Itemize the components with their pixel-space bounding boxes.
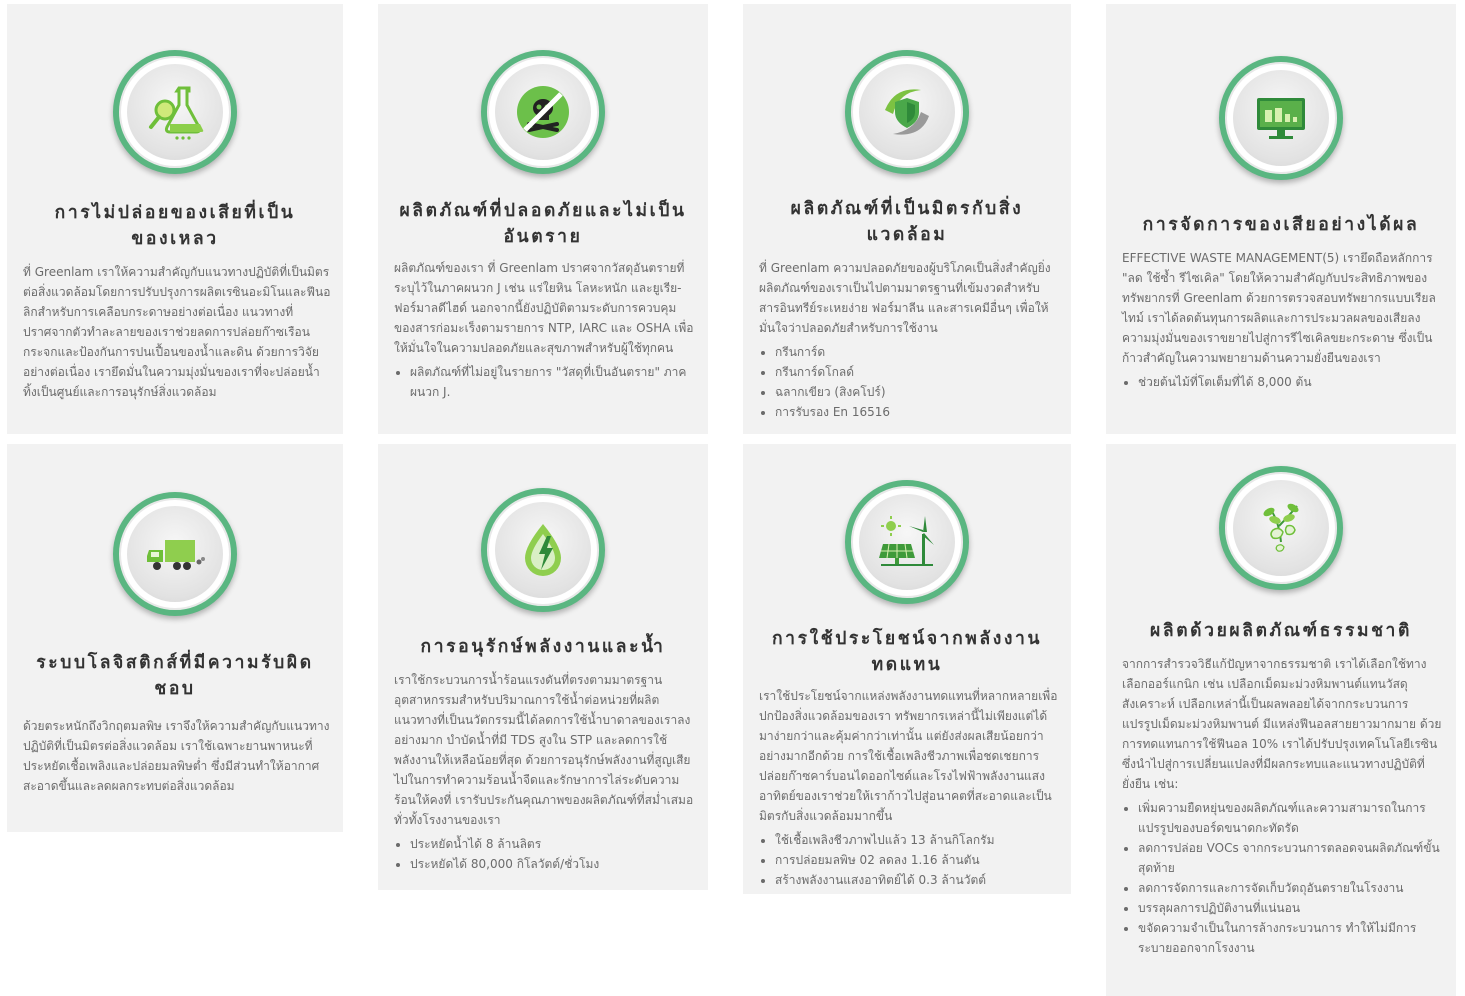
card-description: จากการสำรวจวิธีแก้ปัญหาจากธรรมชาติ เราได้เลือกใช้ทางเลือกออร์แกนิก เช่น เปลือกเม็ดมะม่วงหิมพานต์แทนวัสดุสังเคราะห์ เปลือกเหล่านี้เป็นผลพลอยได้จากกระบวนการแปรรูปเม็ดมะม่วงหิมพานต์ มีแหล่งฟีนอลสายยาวมากมาย ด้วยการทดแทนการใช้ฟีนอล 10% เราได้ปรับปรุงเทคโนโลยีเรซิน ซึ่งนำไปสู่การเปลี่ยนแปลงที่มีผลกระทบและแนวทางปฏิบัติที่ยั่งยืน เช่น: [1122, 657, 1442, 791]
card-body [759, 258, 1059, 422]
list-item: • กรีนการ์ด [775, 342, 1059, 362]
icon-badge [845, 480, 969, 604]
card-liquid-discharge [7, 4, 343, 434]
list-item: • กรีนการ์ดโกลด์ [775, 362, 1059, 382]
list-item: • สร้างพลังงานแสงอาทิตย์ได้ 0.3 ล้านวัตต์ [775, 870, 1059, 890]
icon-badge [1219, 466, 1343, 590]
card-title: ผลิตภัณฑ์ที่ปลอดภัยและไม่เป็นอันตราย [399, 201, 687, 247]
card-description: เราใช้กระบวนการน้ำร้อนแรงดันที่ตรงตามมาตรฐานอุตสาหกรรมสำหรับปริมาณการใช้น้ำต่อหน่วยที่ผลิต แนวทางที่เป็นนวัตกรรมนี้ได้ลดการใช้น้ำบาดาลของเราลงอย่างมาก บำบัดน้ำที่มี TDS สูงใน STP และลดการใช้พลังงานให้เหลือน้อยที่สุด ด้วยการอนุรักษ์พลังงานที่สูญเสียไปในการทำความร้อนน้ำจืดและรักษาการไล่ระดับความร้อนให้คงที่ เรารับประกันคุณภาพของผลิตภัณฑ์ที่สม่ำเสมอทั่วทั้งโรงงานของเรา [394, 673, 694, 827]
recycle-monitor-icon [1249, 86, 1313, 150]
card-bullet-list [759, 830, 1059, 890]
list-item: • บรรลุผลการปฏิบัติงานที่แน่นอน [1138, 898, 1444, 918]
icon-badge [113, 492, 237, 616]
no-toxic-skull-icon [511, 80, 575, 144]
list-item: • ประหยัดน้ำได้ 8 ล้านลิตร [410, 834, 696, 854]
list-item: • การรับรอง En 16516 [775, 402, 1059, 422]
card-renewable-energy [743, 444, 1071, 894]
icon-badge [113, 50, 237, 174]
card-bullet-list [1122, 372, 1444, 392]
card-body [1122, 248, 1444, 392]
card-safe-products [378, 4, 708, 434]
card-title: ผลิตภัณฑ์ที่เป็นมิตรกับสิ่งแวดล้อม [790, 199, 1024, 245]
list-item: • เพิ่มความยืดหยุ่นของผลิตภัณฑ์และความสามารถในการแปรรูปของบอร์ดขนาดกะทัดรัด [1138, 798, 1444, 838]
list-item: • ประหยัดได้ 80,000 กิโลวัตต์/ชั่วโมง [410, 854, 696, 874]
list-item: • ช่วยต้นไม้ที่โตเต็มที่ได้ 8,000 ต้น [1138, 372, 1444, 392]
card-body [394, 258, 696, 402]
card-title: ระบบโลจิสติกส์ที่มีความรับผิดชอบ [36, 653, 314, 699]
card-body [394, 670, 696, 874]
card-title: การใช้ประโยชน์จากพลังงานทดแทน [771, 629, 1043, 675]
card-title: ผลิตด้วยผลิตภัณฑ์ธรรมชาติ [1150, 621, 1412, 641]
card-natural-products [1106, 444, 1456, 996]
card-description: เราใช้ประโยชน์จากแหล่งพลังงานทดแทนที่หลากหลายเพื่อปกป้องสิ่งแวดล้อมของเรา ทรัพยากรเหล่านี้ไม่เพียงแต่ได้มาง่ายกว่าและคุ้มค่ากว่าเท่านั้น แต่ยังส่งผลเสียน้อยกว่าอย่างมากอีกด้วย การใช้เชื้อเพลิงชีวภาพเพื่อชดเชยการปล่อยก๊าซคาร์บอนไดออกไซด์และโรงไฟฟ้าพลังงานแสงอาทิตย์ของเราช่วยให้เราก้าวไปสู่อนาคตที่สะอาดและเป็นมิตรกับสิ่งแวดล้อมมากขึ้น [759, 689, 1058, 823]
list-item: • ลดการจัดการและการจัดเก็บวัตถุอันตรายในโรงงาน [1138, 878, 1444, 898]
card-responsible-logistics [7, 444, 343, 832]
card-description: EFFECTIVE WASTE MANAGEMENT(5) เรายึดถือหลักการ "ลด ใช้ซ้ำ รีไซเคิล" โดยให้ความสำคัญกับประสิทธิภาพของทรัพยากรที่ Greenlam ด้วยการตรวจสอบทรัพยากรแบบเรียลไทม์ เราได้ลดต้นทุนการผลิตและการประมวลผลของเสียลง ความมุ่งมั่นของเราขยายไปสู่การรีไซเคิลขยะกระดาษ ซึ่งเป็นก้าวสำคัญในความพยายามด้านความยั่งยืนของเรา [1122, 251, 1436, 365]
card-waste-management [1106, 4, 1456, 434]
list-item: • ใช้เชื้อเพลิงชีวภาพไปแล้ว 13 ล้านกิโลกรัม [775, 830, 1059, 850]
list-item: • ลดการปล่อย VOCs จากกระบวนการตลอดจนผลิตภัณฑ์ขั้นสุดท้าย [1138, 838, 1444, 878]
card-body [1122, 654, 1444, 958]
solar-wind-icon [875, 510, 939, 574]
card-energy-water-conservation [378, 444, 708, 890]
card-description: ผลิตภัณฑ์ของเรา ที่ Greenlam ปราศจากวัสดุอันตรายที่ระบุไว้ในภาคผนวก J เช่น แร่ใยหิน โลหะหนัก และยูเรีย-ฟอร์มาลดีไฮด์ นอกจากนี้ยังปฏิบัติตามระดับการควบคุมของสารก่อมะเร็งตามรายการ NTP, IARC และ OSHA เพื่อให้มั่นใจในความปลอดภัยและสุขภาพสำหรับผู้ใช้ทุกคน [394, 261, 694, 355]
card-description: ด้วยตระหนักถึงวิกฤตมลพิษ เราจึงให้ความสำคัญกับแนวทางปฏิบัติที่เป็นมิตรต่อสิ่งแวดล้อม เราใช้เฉพาะยานพาหนะที่ประหยัดเชื้อเพลิงและปล่อยมลพิษต่ำ ซึ่งมีส่วนทำให้อากาศสะอาดขึ้นและลดผลกระทบต่อสิ่งแวดล้อม [23, 719, 330, 793]
icon-badge [481, 488, 605, 612]
card-title: การไม่ปล่อยของเสียที่เป็นของเหลว [54, 203, 296, 249]
card-description: ที่ Greenlam เราให้ความสำคัญกับแนวทางปฏิบัติที่เป็นมิตรต่อสิ่งแวดล้อมโดยการปรับปรุงการผลิตเรซินอะมิโนและฟีนอลิกสำหรับการเคลือบกระดาษอย่างต่อเนื่อง แนวทางที่ปราศจากตัวทำละลายของเราช่วยลดการปล่อยก๊าซเรือนกระจกและป้องกันการปนเปื้อนของน้ำและดิน ด้วยการวิจัยอย่างต่อเนื่อง เรายึดมั่นในความมุ่งมั่นของเราที่จะปล่อยน้ำทิ้งเป็นศูนย์และการอนุรักษ์สิ่งแวดล้อม [23, 265, 331, 399]
natural-plant-icon [1249, 496, 1313, 560]
card-eco-friendly-products [743, 4, 1071, 434]
shield-hands-icon [875, 80, 939, 144]
card-title: การจัดการของเสียอย่างได้ผล [1142, 215, 1420, 235]
card-title: การอนุรักษ์พลังงานและน้ำ [420, 637, 666, 657]
list-item: • การปล่อยมลพิษ 02 ลดลง 1.16 ล้านตัน [775, 850, 1059, 870]
water-energy-icon [511, 518, 575, 582]
card-body [759, 686, 1059, 890]
list-item: • ผลิตภัณฑ์ที่ไม่อยู่ในรายการ "วัสดุที่เป็นอันตราย" ภาคผนวก J. [410, 362, 696, 402]
list-item: • ขจัดความจำเป็นในการล้างกระบวนการ ทำให้ไม่มีการระบายออกจากโรงงาน [1138, 918, 1444, 958]
card-bullet-list [1122, 798, 1444, 958]
card-bullet-list [394, 834, 696, 874]
chemical-flask-icon [143, 80, 207, 144]
card-bullet-list [759, 342, 1059, 422]
icon-badge [1219, 56, 1343, 180]
card-bullet-list [394, 362, 696, 402]
card-body [23, 262, 331, 402]
icon-badge [481, 50, 605, 174]
list-item: • ฉลากเขียว (สิงคโปร์) [775, 382, 1059, 402]
card-body [23, 716, 331, 796]
delivery-truck-icon [143, 522, 207, 586]
icon-badge [845, 50, 969, 174]
card-description: ที่ Greenlam ความปลอดภัยของผู้บริโภคเป็นสิ่งสำคัญยิ่ง ผลิตภัณฑ์ของเราเป็นไปตามมาตรฐานที่เข้มงวดสำหรับสารอินทรีย์ระเหยง่าย ฟอร์มาลีน และสารเคมีอื่นๆ เพื่อให้มั่นใจว่าปลอดภัยสำหรับการใช้งาน [759, 261, 1051, 335]
